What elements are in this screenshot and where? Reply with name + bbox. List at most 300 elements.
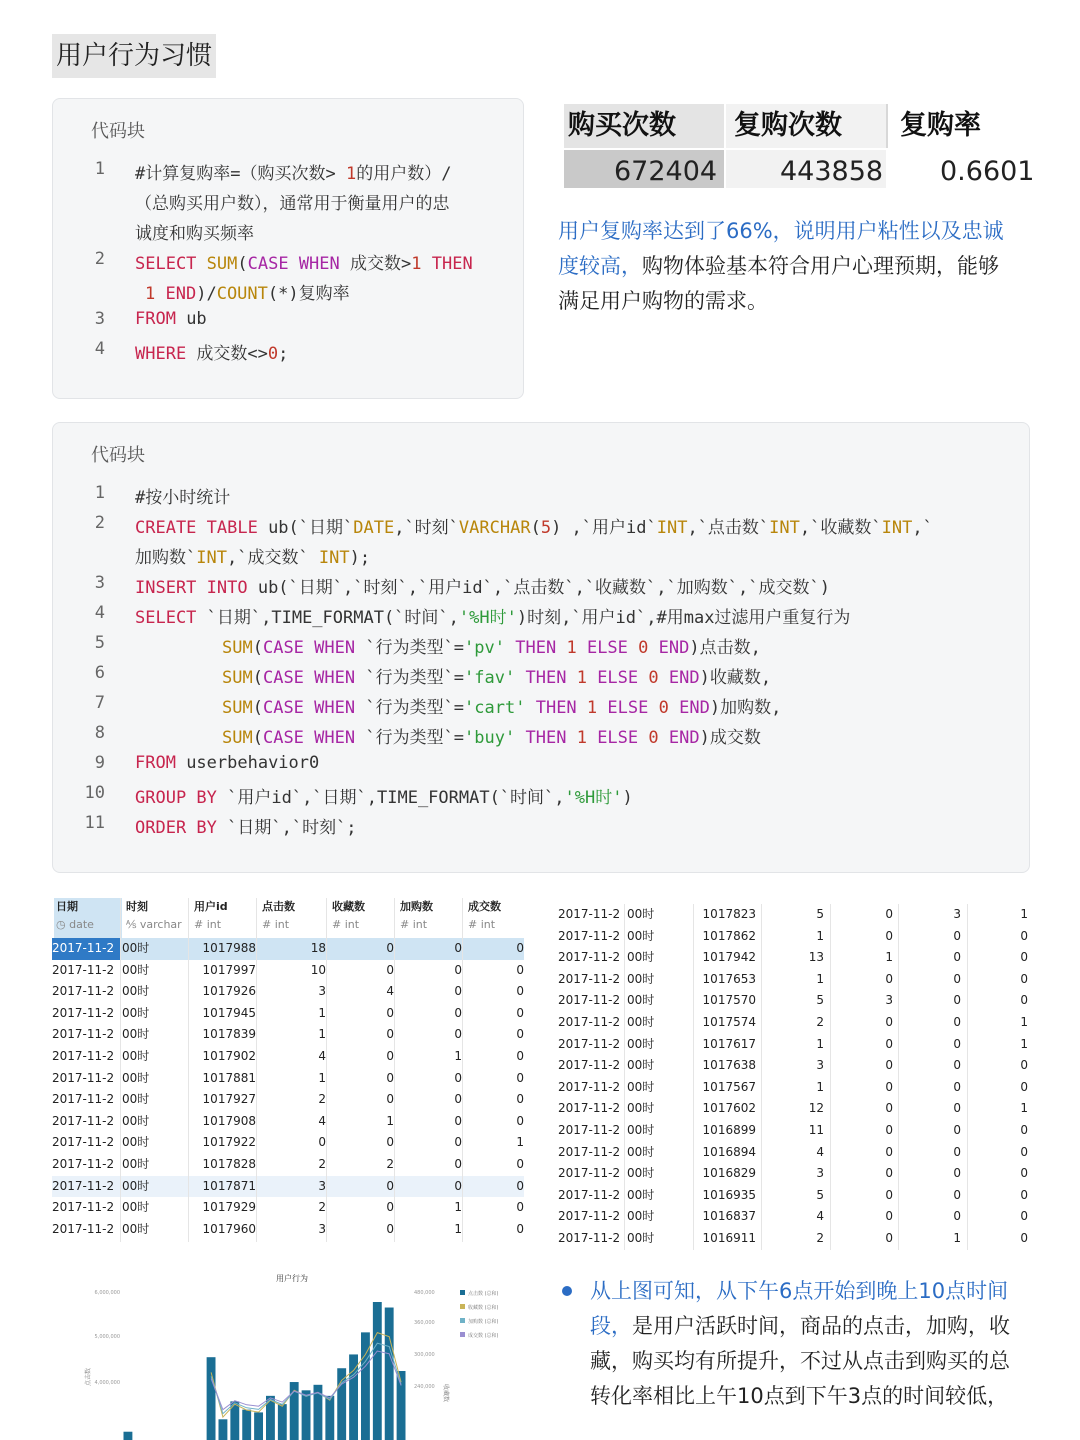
- column-header[interactable]: [398, 898, 464, 938]
- table-cell: 1017960: [202, 1221, 256, 1236]
- table-row[interactable]: [556, 947, 1030, 969]
- table-cell: 0: [885, 1079, 893, 1094]
- table-row[interactable]: [52, 1154, 524, 1176]
- code-line: WHERE 成交数<>0;: [135, 344, 289, 364]
- table-cell: 0: [516, 1049, 524, 1063]
- code-line: 诚度和购买频率: [135, 224, 254, 244]
- code-line: FROM ub: [135, 309, 207, 329]
- table-cell: 0: [1020, 1231, 1028, 1245]
- table-cell: 1017602: [702, 1101, 756, 1116]
- table-cell: 1: [386, 1113, 394, 1128]
- table-cell: 0: [953, 1166, 961, 1181]
- table-row[interactable]: [556, 1228, 1030, 1250]
- table-cell: 3: [318, 984, 326, 999]
- table-cell: 0: [386, 1070, 394, 1085]
- table-cell: 00时: [122, 1027, 150, 1042]
- table-cell: 00时: [627, 1036, 655, 1051]
- code-line: SUM(CASE WHEN `行为类型`='fav' THEN 1 ELSE 0 END)收藏数,: [222, 668, 772, 688]
- table-row[interactable]: [52, 1219, 524, 1241]
- table-cell: 4: [386, 984, 394, 999]
- line-number: 4: [94, 339, 105, 359]
- table-cell: 1016837: [702, 1209, 756, 1224]
- table-cell: 00时: [627, 1079, 655, 1094]
- table-cell: 1017653: [702, 971, 756, 986]
- table-cell: 2017-11-2: [558, 1036, 621, 1051]
- table-cell: 3: [816, 1166, 824, 1181]
- line-number: 1: [94, 159, 105, 179]
- table-cell: 3: [885, 993, 893, 1008]
- table-cell: 1: [1020, 1036, 1028, 1051]
- table-cell: 0: [953, 1015, 961, 1029]
- table-cell: 1017902: [202, 1049, 256, 1063]
- legend-label: 收藏数 (总和): [468, 1305, 499, 1311]
- table-row[interactable]: [52, 1111, 524, 1133]
- line-number: 10: [84, 783, 105, 803]
- chart-bar: [219, 1419, 228, 1440]
- column-header[interactable]: [330, 898, 396, 938]
- table-cell: 2017-11-2: [52, 1005, 115, 1020]
- table-cell: 0: [318, 1135, 326, 1150]
- table-cell: 0: [454, 984, 462, 999]
- chart-bar: [385, 1308, 394, 1440]
- table-row[interactable]: [52, 960, 524, 982]
- legend-swatch: [460, 1304, 465, 1309]
- table-cell: 2017-11-2: [52, 962, 115, 977]
- table-cell: 2017-11-2: [52, 1178, 115, 1193]
- column-divider: [761, 904, 762, 1250]
- code-line: INSERT INTO ub(`日期`,`时刻`,`用户id`,`点击数`,`收藏数`,`加购数`,`成交数`): [135, 578, 830, 598]
- legend-label: 加购数 (总和): [468, 1319, 499, 1325]
- table-cell: 1017828: [202, 1157, 256, 1171]
- rate-header-repurchase: 复购次数: [734, 110, 842, 141]
- table-row[interactable]: [556, 1185, 1030, 1207]
- page-title: 用户行为习惯: [52, 34, 216, 78]
- code-line: （总购买用户数），通常用于衡量用户的忠: [135, 194, 450, 214]
- table-cell: 0: [454, 1070, 462, 1085]
- chart-svg: [52, 1266, 522, 1440]
- chart-bar: [242, 1410, 251, 1440]
- table-cell: 2017-11-2: [558, 971, 621, 986]
- column-type: ◷ date: [56, 918, 94, 931]
- line-number: 2: [94, 249, 105, 269]
- chart-bar: [254, 1412, 263, 1440]
- table-cell: 1017942: [702, 950, 756, 965]
- table-cell: 00时: [122, 1178, 150, 1193]
- table-cell: 2017-11-2: [558, 1166, 621, 1181]
- code-block-label: 代码块: [91, 121, 145, 142]
- table-cell: 1017570: [702, 993, 756, 1008]
- table-cell: 0: [454, 1178, 462, 1193]
- table-cell: 4: [816, 1209, 824, 1224]
- legend-swatch: [460, 1318, 465, 1323]
- table-cell: 0: [953, 1101, 961, 1116]
- line-number: 5: [94, 633, 105, 653]
- table-cell: 1017862: [702, 928, 756, 943]
- table-cell: 0: [953, 1079, 961, 1094]
- table-cell: 1017617: [702, 1036, 756, 1051]
- table-cell: 1017997: [202, 962, 256, 977]
- column-name: 时刻: [126, 900, 148, 913]
- chart-bar: [302, 1390, 311, 1440]
- table-row[interactable]: [556, 1055, 1030, 1077]
- table-cell: 0: [953, 1058, 961, 1073]
- table-cell: 00时: [627, 971, 655, 986]
- table-cell: 11: [808, 1123, 824, 1137]
- column-header[interactable]: [466, 898, 526, 938]
- rate-header-purchase: 购买次数: [568, 110, 676, 141]
- chart-bar: [373, 1302, 382, 1440]
- chart-bar: [278, 1404, 287, 1440]
- table-cell: 2: [816, 1015, 824, 1029]
- rate-divider: [886, 104, 888, 148]
- y-tick-label: 4,000,000: [94, 1380, 120, 1386]
- table-cell: 1: [816, 1036, 824, 1051]
- code-line: #按小时统计: [135, 488, 231, 508]
- table-cell: 0: [516, 1005, 524, 1020]
- table-cell: 00时: [627, 1187, 655, 1202]
- code-line: 1 END)/COUNT(*)复购率: [145, 284, 350, 304]
- table-cell: 0: [516, 1070, 524, 1085]
- table-row[interactable]: [556, 1077, 1030, 1099]
- column-divider: [188, 898, 189, 1242]
- hourly-table-left: [52, 898, 524, 1242]
- column-name: 成交数: [468, 900, 501, 913]
- column-name: 收藏数: [332, 900, 365, 913]
- table-row[interactable]: [52, 1003, 524, 1025]
- y-tick-label: 5,000,000: [94, 1334, 120, 1340]
- line-number: 1: [94, 483, 105, 503]
- column-divider: [693, 904, 694, 1250]
- table-cell: 00时: [627, 907, 655, 921]
- chart-bar: [349, 1354, 358, 1440]
- table-cell: 00时: [122, 1157, 150, 1171]
- table-cell: 00时: [122, 941, 150, 955]
- table-cell: 00时: [627, 1144, 655, 1159]
- table-cell: 0: [516, 1178, 524, 1193]
- table-cell: 0: [516, 984, 524, 999]
- table-cell: 00时: [627, 1166, 655, 1181]
- table-cell: 0: [885, 1015, 893, 1029]
- column-divider: [898, 904, 899, 1250]
- table-row[interactable]: [556, 1120, 1030, 1142]
- chart-bar: [337, 1368, 346, 1440]
- table-cell: 0: [1020, 1209, 1028, 1224]
- table-cell: 00时: [122, 1113, 150, 1128]
- table-cell: 2017-11-2: [558, 1079, 621, 1094]
- column-type: # int: [468, 918, 496, 931]
- y2-tick-label: 300,000: [414, 1352, 435, 1358]
- table-cell: 00时: [627, 1101, 655, 1116]
- table-cell: 0: [885, 1187, 893, 1202]
- line-number: 3: [94, 573, 105, 593]
- table-cell: 1016911: [702, 1231, 756, 1245]
- table-cell: 0: [1020, 1123, 1028, 1137]
- chart-bar: [124, 1432, 133, 1440]
- user-behavior-chart: [52, 1266, 522, 1440]
- column-divider: [624, 904, 625, 1250]
- table-row[interactable]: [556, 904, 1030, 926]
- table-cell: 3: [816, 1058, 824, 1073]
- column-divider: [256, 898, 257, 1242]
- table-cell: 1: [1020, 1101, 1028, 1116]
- table-cell: 2017-11-2: [558, 993, 621, 1008]
- table-cell: 1: [318, 1070, 326, 1085]
- rate-value-repurchase: 443858: [780, 156, 884, 187]
- table-cell: 1: [454, 1049, 462, 1063]
- line-number: 6: [94, 663, 105, 683]
- table-cell: 2017-11-2: [558, 1231, 621, 1245]
- table-cell: 0: [386, 941, 394, 955]
- table-cell: 2017-11-2: [558, 1101, 621, 1116]
- table-cell: 0: [386, 962, 394, 977]
- table-cell: 2017-11-2: [558, 907, 621, 921]
- table-cell: 0: [885, 1209, 893, 1224]
- table-row[interactable]: [556, 969, 1030, 991]
- table-cell: 2017-11-2: [52, 1113, 115, 1128]
- code-line: CREATE TABLE ub(`日期`DATE,`时刻`VARCHAR(5) ,`用户id`INT,`点击数`INT,`收藏数`INT,`: [135, 518, 933, 538]
- table-cell: 0: [516, 1200, 524, 1215]
- table-cell: 0: [953, 993, 961, 1008]
- line-number: 11: [84, 813, 105, 833]
- table-cell: 0: [386, 1092, 394, 1107]
- code-line: ORDER BY `日期`,`时刻`;: [135, 818, 357, 838]
- table-cell: 0: [953, 1187, 961, 1202]
- chart-bar: [325, 1396, 334, 1440]
- table-cell: 0: [885, 1231, 893, 1245]
- table-cell: 0: [885, 928, 893, 943]
- table-cell: 1: [816, 971, 824, 986]
- table-cell: 1017881: [202, 1070, 256, 1085]
- table-cell: 00时: [122, 1049, 150, 1063]
- table-cell: 2017-11-2: [558, 1144, 621, 1159]
- line-number: 9: [94, 753, 105, 773]
- table-cell: 0: [953, 1123, 961, 1137]
- table-cell: 0: [1020, 1187, 1028, 1202]
- table-cell: 0: [1020, 950, 1028, 965]
- table-cell: 00时: [122, 1070, 150, 1085]
- table-cell: 0: [516, 941, 524, 955]
- table-cell: 2: [318, 1157, 326, 1171]
- table-cell: 0: [454, 941, 462, 955]
- code-line: GROUP BY `用户id`,`日期`,TIME_FORMAT(`时间`,'%H时'): [135, 788, 633, 808]
- table-row[interactable]: [52, 1046, 524, 1068]
- table-cell: 1017945: [202, 1005, 256, 1020]
- rate-header-rate: 复购率: [900, 110, 981, 141]
- table-cell: 2: [318, 1200, 326, 1215]
- line-number: 2: [94, 513, 105, 533]
- column-type: # int: [262, 918, 290, 931]
- table-row[interactable]: [52, 1132, 524, 1154]
- table-cell: 1: [1020, 1015, 1028, 1029]
- line-number: 8: [94, 723, 105, 743]
- table-cell: 0: [454, 1157, 462, 1171]
- table-cell: 2: [318, 1092, 326, 1107]
- code-line: SELECT SUM(CASE WHEN 成交数>1 THEN: [135, 254, 473, 274]
- table-row[interactable]: [556, 1034, 1030, 1056]
- table-cell: 0: [386, 1049, 394, 1063]
- table-cell: 1: [816, 1079, 824, 1094]
- table-cell: 1: [454, 1221, 462, 1236]
- code-line: SUM(CASE WHEN `行为类型`='pv' THEN 1 ELSE 0 END)点击数,: [222, 638, 761, 658]
- y-tick-label: 6,000,000: [94, 1290, 120, 1296]
- table-cell: 1017574: [702, 1015, 756, 1029]
- rate-value-rate: 0.6601: [940, 156, 1035, 187]
- table-cell: 2017-11-2: [558, 950, 621, 965]
- line-number: 3: [94, 309, 105, 329]
- table-cell: 0: [885, 1166, 893, 1181]
- table-cell: 1016829: [702, 1166, 756, 1181]
- column-header[interactable]: [260, 898, 328, 938]
- column-type: # int: [400, 918, 428, 931]
- table-cell: 0: [1020, 928, 1028, 943]
- table-cell: 2017-11-2: [558, 1015, 621, 1029]
- table-header: [52, 898, 524, 939]
- table-cell: 2017-11-2: [52, 1221, 115, 1236]
- table-cell: 3: [953, 907, 961, 921]
- column-name: 点击数: [262, 900, 295, 913]
- table-cell: 2017-11-2: [52, 1135, 115, 1150]
- table-cell: 0: [885, 1036, 893, 1051]
- table-cell: 0: [885, 971, 893, 986]
- table-cell: 0: [885, 907, 893, 921]
- table-cell: 1017638: [702, 1058, 756, 1073]
- repurchase-note: 用户复购率达到了66%，说明用户粘性以及忠诚 度较高，购物体验基本符合用户心理预期，能够 满足用户购物的需求。: [558, 219, 1004, 313]
- table-row[interactable]: [52, 1024, 524, 1046]
- table-cell: 1017567: [702, 1079, 756, 1094]
- code-line: SELECT `日期`,TIME_FORMAT(`时间`,'%H时')时刻,`用户id`,#用max过滤用户重复行为: [135, 608, 851, 628]
- line-number: 4: [94, 603, 105, 623]
- table-cell: 1: [1020, 907, 1028, 921]
- table-cell: 1: [454, 1200, 462, 1215]
- table-cell: 4: [816, 1144, 824, 1159]
- table-row[interactable]: [556, 1142, 1030, 1164]
- legend-label: 点击数 (总和): [468, 1291, 499, 1297]
- hourly-table-right: [556, 904, 1030, 1250]
- y2-tick-label: 360,000: [414, 1320, 435, 1326]
- table-cell: 1017927: [202, 1092, 256, 1107]
- table-row[interactable]: [52, 981, 524, 1003]
- table-cell: 00时: [627, 1231, 655, 1245]
- table-cell: 0: [1020, 971, 1028, 986]
- table-cell: 1: [318, 1027, 326, 1042]
- table-cell: 1017926: [202, 984, 256, 999]
- table-row[interactable]: [556, 1163, 1030, 1185]
- table-row[interactable]: [556, 926, 1030, 948]
- table-row[interactable]: [52, 1176, 524, 1198]
- table-cell: 4: [318, 1049, 326, 1063]
- table-cell: 0: [885, 1101, 893, 1116]
- table-cell: 0: [885, 1144, 893, 1159]
- table-cell: 1: [516, 1135, 524, 1150]
- legend-swatch: [460, 1290, 465, 1295]
- table-cell: 00时: [122, 1221, 150, 1236]
- legend-label: 成交数 (总和): [468, 1333, 499, 1339]
- table-cell: 2017-11-2: [558, 1123, 621, 1137]
- table-cell: 1: [885, 950, 893, 965]
- table-cell: 0: [1020, 1079, 1028, 1094]
- code-block-repurchase: [52, 98, 524, 399]
- table-cell: 00时: [627, 1209, 655, 1224]
- table-cell: 1: [318, 1005, 326, 1020]
- table-cell: 00时: [122, 1200, 150, 1215]
- table-cell: 2017-11-2: [52, 1049, 115, 1063]
- table-cell: 0: [454, 1113, 462, 1128]
- table-cell: 00时: [627, 950, 655, 965]
- column-divider: [120, 898, 121, 1242]
- table-row[interactable]: [52, 1197, 524, 1219]
- bullet-icon: [562, 1286, 572, 1296]
- table-cell: 2017-11-2: [52, 1092, 115, 1107]
- table-cell: 18: [310, 941, 326, 955]
- column-type: # int: [332, 918, 360, 931]
- code-block-hourly: [52, 422, 1030, 873]
- table-cell: 12: [808, 1101, 824, 1116]
- table-row[interactable]: [52, 1089, 524, 1111]
- table-cell: 0: [454, 962, 462, 977]
- table-cell: 00时: [627, 1123, 655, 1137]
- table-cell: 0: [1020, 1166, 1028, 1181]
- chart-title: 用户行为: [276, 1274, 308, 1283]
- table-cell: 0: [454, 1135, 462, 1150]
- table-cell: 0: [885, 1123, 893, 1137]
- table-row[interactable]: [556, 1098, 1030, 1120]
- table-cell: 00时: [122, 1135, 150, 1150]
- table-cell: 2017-11-2: [52, 1070, 115, 1085]
- table-cell: 0: [953, 928, 961, 943]
- table-cell: 5: [816, 1187, 824, 1202]
- column-header[interactable]: [192, 898, 258, 938]
- table-cell: 0: [516, 1157, 524, 1171]
- table-cell: 10: [310, 962, 326, 977]
- table-cell: 0: [953, 950, 961, 965]
- table-cell: 2017-11-2: [558, 1209, 621, 1224]
- table-cell: 00时: [627, 928, 655, 943]
- table-row[interactable]: [556, 990, 1030, 1012]
- table-row[interactable]: [52, 1068, 524, 1090]
- repurchase-rate-table: [564, 104, 1035, 188]
- table-cell: 0: [386, 1221, 394, 1236]
- y2-axis-label: 收藏数: [442, 1384, 449, 1403]
- table-cell: 00时: [627, 993, 655, 1008]
- table-cell: 5: [816, 907, 824, 921]
- column-header[interactable]: [124, 898, 190, 938]
- table-cell: 2017-11-2: [52, 1157, 115, 1171]
- table-cell: 1016894: [702, 1144, 756, 1159]
- code-line: SUM(CASE WHEN `行为类型`='buy' THEN 1 ELSE 0 END)成交数: [222, 728, 761, 748]
- table-cell: 1017988: [202, 941, 256, 955]
- table-cell: 0: [454, 1005, 462, 1020]
- column-header[interactable]: [54, 898, 122, 938]
- table-row[interactable]: [556, 1206, 1030, 1228]
- table-row[interactable]: [52, 938, 524, 960]
- y-axis-label: 点击数: [85, 1367, 92, 1386]
- table-cell: 0: [454, 1027, 462, 1042]
- table-cell: 2017-11-2: [558, 1187, 621, 1202]
- table-cell: 0: [516, 1113, 524, 1128]
- table-cell: 1017823: [702, 907, 756, 921]
- table-cell: 0: [454, 1092, 462, 1107]
- table-row[interactable]: [556, 1012, 1030, 1034]
- table-cell: 13: [808, 950, 824, 965]
- table-cell: 3: [318, 1221, 326, 1236]
- table-cell: 0: [386, 1178, 394, 1193]
- table-cell: 0: [953, 1144, 961, 1159]
- table-cell: 1017871: [202, 1178, 256, 1193]
- rate-value-purchase: 672404: [614, 156, 718, 187]
- table-cell: 2017-11-2: [52, 938, 120, 960]
- table-cell: 0: [1020, 1058, 1028, 1073]
- table-cell: 00时: [122, 1092, 150, 1107]
